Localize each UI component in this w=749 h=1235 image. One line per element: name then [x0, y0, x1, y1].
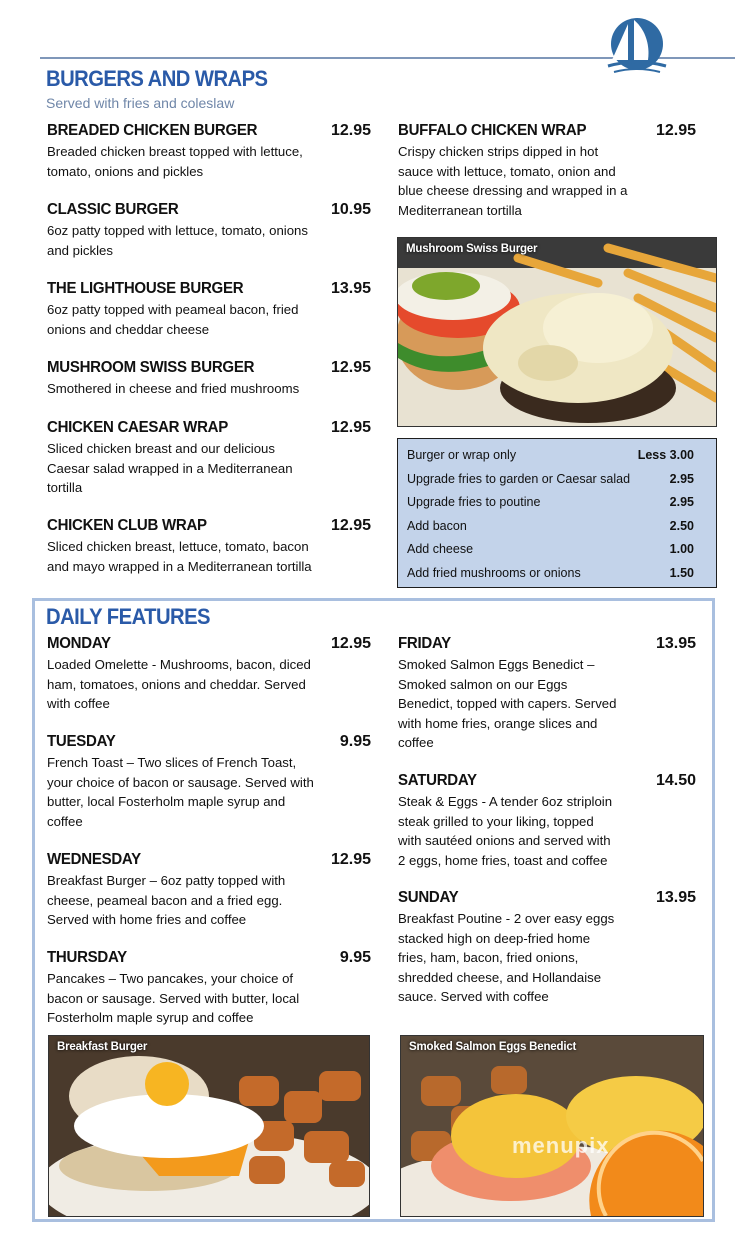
features-title: DAILY FEATURES	[46, 604, 210, 629]
addon-price: 2.95	[669, 472, 694, 486]
breakfast-illustration	[49, 1036, 369, 1216]
item-desc: 6oz patty topped with peameal bacon, fried onions and cheddar cheese	[47, 302, 299, 337]
item-price: 12.95	[655, 122, 696, 139]
item-name: CHICKEN CAESAR WRAP	[47, 419, 228, 436]
item-price: 12.95	[330, 517, 371, 534]
feature-item	[47, 733, 371, 831]
day-name: MONDAY	[47, 635, 111, 652]
day-price: 13.95	[655, 889, 696, 906]
menu-item	[47, 359, 371, 399]
photo-caption: Mushroom Swiss Burger	[406, 243, 538, 255]
item-price: 10.95	[330, 201, 371, 218]
day-desc: Breakfast Burger – 6oz patty topped with cheese, peameal bacon and a fried egg. Served with home fries and coffee	[47, 873, 286, 927]
day-name: SATURDAY	[398, 772, 477, 789]
item-name: THE LIGHTHOUSE BURGER	[47, 280, 244, 297]
burger-illustration	[398, 238, 716, 426]
day-price: 13.95	[655, 635, 696, 652]
item-name: BREADED CHICKEN BURGER	[47, 122, 258, 139]
item-name: CLASSIC BURGER	[47, 201, 179, 218]
benedict-illustration	[401, 1036, 703, 1216]
day-price: 9.95	[339, 733, 371, 750]
item-name: MUSHROOM SWISS BURGER	[47, 359, 255, 376]
item-name: CHICKEN CLUB WRAP	[47, 517, 207, 534]
item-desc: Breaded chicken breast topped with lettuce, tomato, onions and pickles	[47, 144, 303, 179]
addon-label: Add fried mushrooms or onions	[407, 566, 581, 580]
addon-price: Less 3.00	[637, 448, 694, 462]
addon-price: 1.50	[669, 566, 694, 580]
menu-item	[47, 201, 371, 260]
addon-label: Upgrade fries to garden or Caesar salad	[407, 472, 631, 486]
photo-caption: Breakfast Burger	[57, 1041, 148, 1053]
menu-item	[47, 517, 371, 576]
day-desc: French Toast – Two slices of French Toast, your choice of bacon or sausage. Served with butter, local Fosterholm maple syrup and coffee	[47, 755, 314, 829]
menu-item	[47, 280, 371, 339]
day-price: 9.95	[339, 949, 371, 966]
addon-row	[407, 542, 694, 556]
day-price: 14.50	[655, 772, 696, 789]
addon-row	[407, 448, 694, 462]
addon-label: Burger or wrap only	[407, 448, 517, 462]
day-desc: Loaded Omelette - Mushrooms, bacon, diced ham, tomatoes, onions and cheddar. Served with coffee	[47, 657, 311, 711]
menu-item	[47, 419, 371, 498]
addon-price: 2.50	[669, 519, 694, 533]
day-name: FRIDAY	[398, 635, 451, 652]
item-price: 12.95	[330, 359, 371, 376]
item-desc: 6oz patty topped with lettuce, tomato, onions and pickles	[47, 223, 308, 258]
day-desc: Pancakes – Two pancakes, your choice of bacon or sausage. Served with butter, local Fosterholm maple syrup and coffee	[47, 971, 300, 1025]
item-name: BUFFALO CHICKEN WRAP	[398, 122, 587, 139]
item-desc: Crispy chicken strips dipped in hot sauce with lettuce, tomato, onion and blue cheese dressing and wrapped in a Mediterranean tortilla	[398, 144, 628, 218]
item-desc: Smothered in cheese and fried mushrooms	[47, 381, 300, 396]
smoked-salmon-photo	[400, 1035, 704, 1217]
addon-label: Add bacon	[407, 519, 467, 533]
day-desc: Smoked Salmon Eggs Benedict – Smoked salmon on our Eggs Benedict, topped with capers. Served with home fries, orange slices and coffee	[398, 657, 617, 750]
day-name: THURSDAY	[47, 949, 127, 966]
feature-item	[47, 851, 371, 930]
addon-row	[407, 472, 694, 486]
addon-price: 1.00	[669, 542, 694, 556]
item-desc: Sliced chicken breast, lettuce, tomato, bacon and mayo wrapped in a Mediterranean tortilla	[47, 539, 312, 574]
feature-item	[398, 772, 696, 870]
addon-label: Upgrade fries to poutine	[407, 495, 541, 509]
day-price: 12.95	[330, 851, 371, 868]
feature-item	[398, 635, 696, 753]
day-price: 12.95	[330, 635, 371, 652]
item-desc: Sliced chicken breast and our delicious Caesar salad wrapped in a Mediterranean tortilla	[47, 441, 293, 495]
mushroom-swiss-photo	[397, 237, 717, 427]
feature-item	[398, 889, 696, 1007]
watermark: menupix	[512, 1133, 610, 1158]
feature-item	[47, 949, 371, 1028]
photo-caption: Smoked Salmon Eggs Benedict	[409, 1041, 577, 1053]
day-desc: Breakfast Poutine - 2 over easy eggs stacked high on deep-fried home fries, ham, bacon, fried onions, shredded cheese, and Hollandaise sauce. Served with coffee	[398, 911, 615, 1004]
menu-item	[47, 122, 371, 181]
addons-box	[397, 438, 717, 588]
day-name: SUNDAY	[398, 889, 459, 906]
addon-price: 2.95	[669, 495, 694, 509]
day-desc: Steak & Eggs - A tender 6oz striploin steak grilled to your liking, topped with sautéed onions and served with 2 eggs, home fries, toast and coffee	[398, 794, 613, 868]
addon-label: Add cheese	[407, 542, 474, 556]
burgers-subtitle: Served with fries and coleslaw	[46, 95, 235, 111]
addon-row	[407, 519, 694, 533]
sailboat-icon	[606, 16, 668, 78]
burgers-title: BURGERS AND WRAPS	[46, 66, 268, 91]
item-price: 12.95	[330, 122, 371, 139]
menu-item	[398, 122, 696, 220]
breakfast-burger-photo	[48, 1035, 370, 1217]
item-price: 13.95	[330, 280, 371, 297]
day-name: WEDNESDAY	[47, 851, 141, 868]
addon-row	[407, 495, 694, 509]
addon-row	[407, 566, 694, 580]
day-name: TUESDAY	[47, 733, 116, 750]
item-price: 12.95	[330, 419, 371, 436]
feature-item	[47, 635, 371, 714]
